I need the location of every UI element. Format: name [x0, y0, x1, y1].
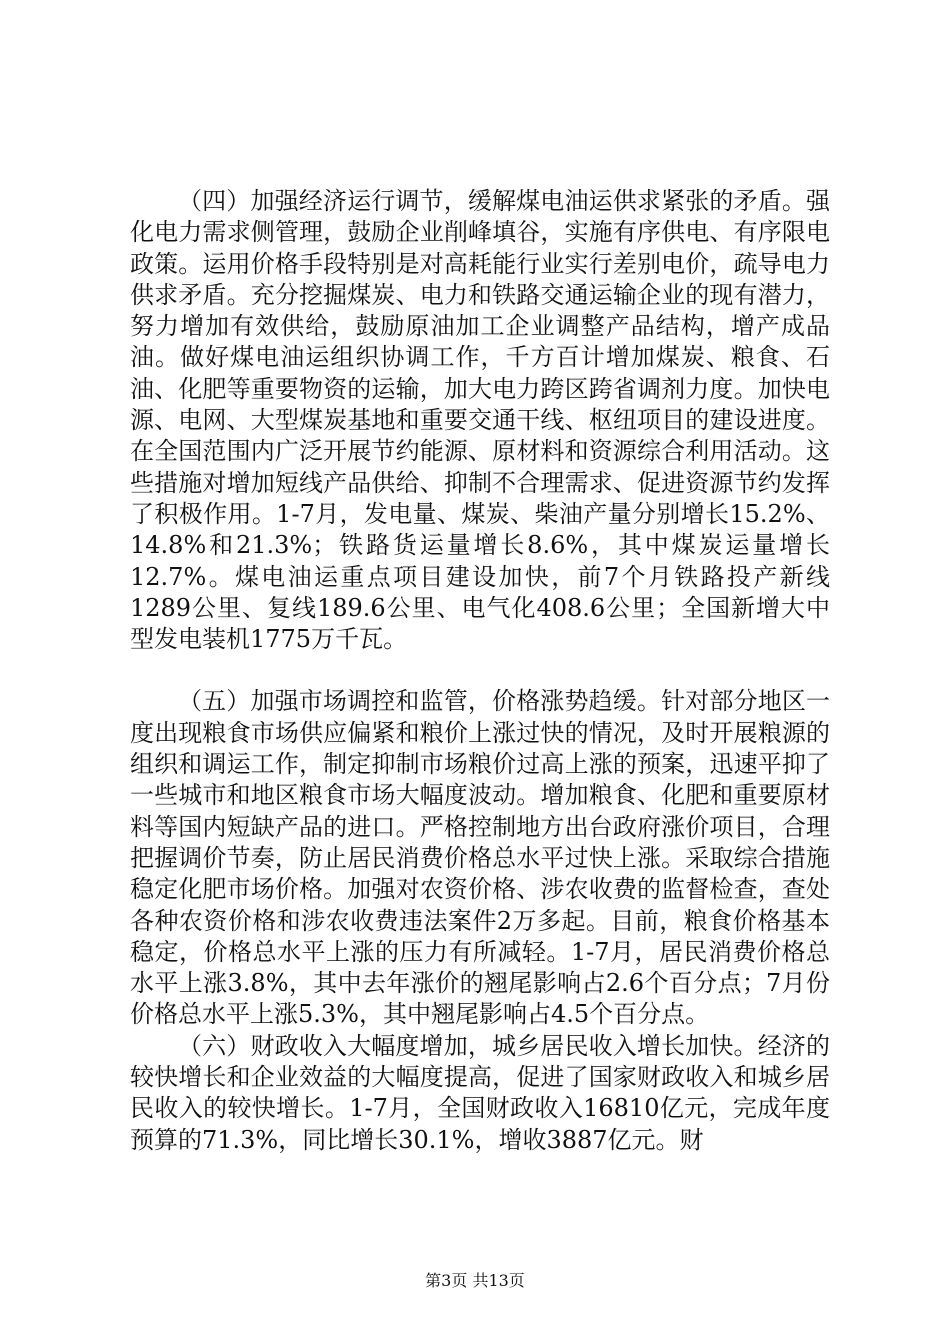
page-number-footer: 第3页 共13页	[425, 1271, 525, 1290]
paragraph-section-4: （四）加强经济运行调节，缓解煤电油运供求紧张的矛盾。强化电力需求侧管理，鼓励企业削峰填谷，实施有序供电、有序限电政策。运用价格手段特别是对高耗能行业实行差别电价，疏导电力供求矛盾。充分挖掘煤炭、电力和铁路交通运输企业的现有潜力，努力增加有效供给，鼓励原油加工企业调整产品结构，增产成品油。做好煤电油运组织协调工作，千方百计增加煤炭、粮食、石油、化肥等重要物资的运输，加大电力跨区跨省调剂力度。加快电源、电网、大型煤炭基地和重要交通干线、枢纽项目的建设进度。在全国范围内广泛开展节约能源、原材料和资源综合利用活动。这些措施对增加短线产品供给、抑制不合理需求、促进资源节约发挥了积极作用。1-7月，发电量、煤炭、柴油产量分别增长15.2%、14.8%和21.3%；铁路货运量增长8.6%，其中煤炭运量增长12.7%。煤电油运重点项目建设加快，前7个月铁路投产新线1289公里、复线189.6公里、电气化408.6公里；全国新增大中型发电装机1775万千瓦。	[130, 187, 830, 654]
paragraph-section-5: （五）加强市场调控和监管，价格涨势趋缓。针对部分地区一度出现粮食市场供应偏紧和粮价上涨过快的情况，及时开展粮源的组织和调运工作，制定抑制市场粮价过高上涨的预案，迅速平抑了一些城市和地区粮食市场大幅度波动。增加粮食、化肥和重要原材料等国内短缺产品的进口。严格控制地方出台政府涨价项目，合理把握调价节奏，防止居民消费价格总水平过快上涨。采取综合措施稳定化肥市场价格。加强对农资价格、涉农收费的监督检查，查处各种农资价格和涉农收费违法案件2万多起。目前，粮食价格基本稳定，价格总水平上涨的压力有所减轻。1-7月，居民消费价格总水平上涨3.8%，其中去年涨价的翘尾影响占2.6个百分点；7月份价格总水平上涨5.3%，其中翘尾影响占4.5个百分点。	[130, 687, 830, 1029]
document-body	[130, 186, 830, 1156]
paragraph-section-6: （六）财政收入大幅度增加，城乡居民收入增长加快。经济的较快增长和企业效益的大幅度提高，促进了国家财政收入和城乡居民收入的较快增长。1-7月，全国财政收入16810亿元，完成年度预算的71.3%，同比增长30.1%，增收3887亿元。财	[130, 1031, 830, 1154]
